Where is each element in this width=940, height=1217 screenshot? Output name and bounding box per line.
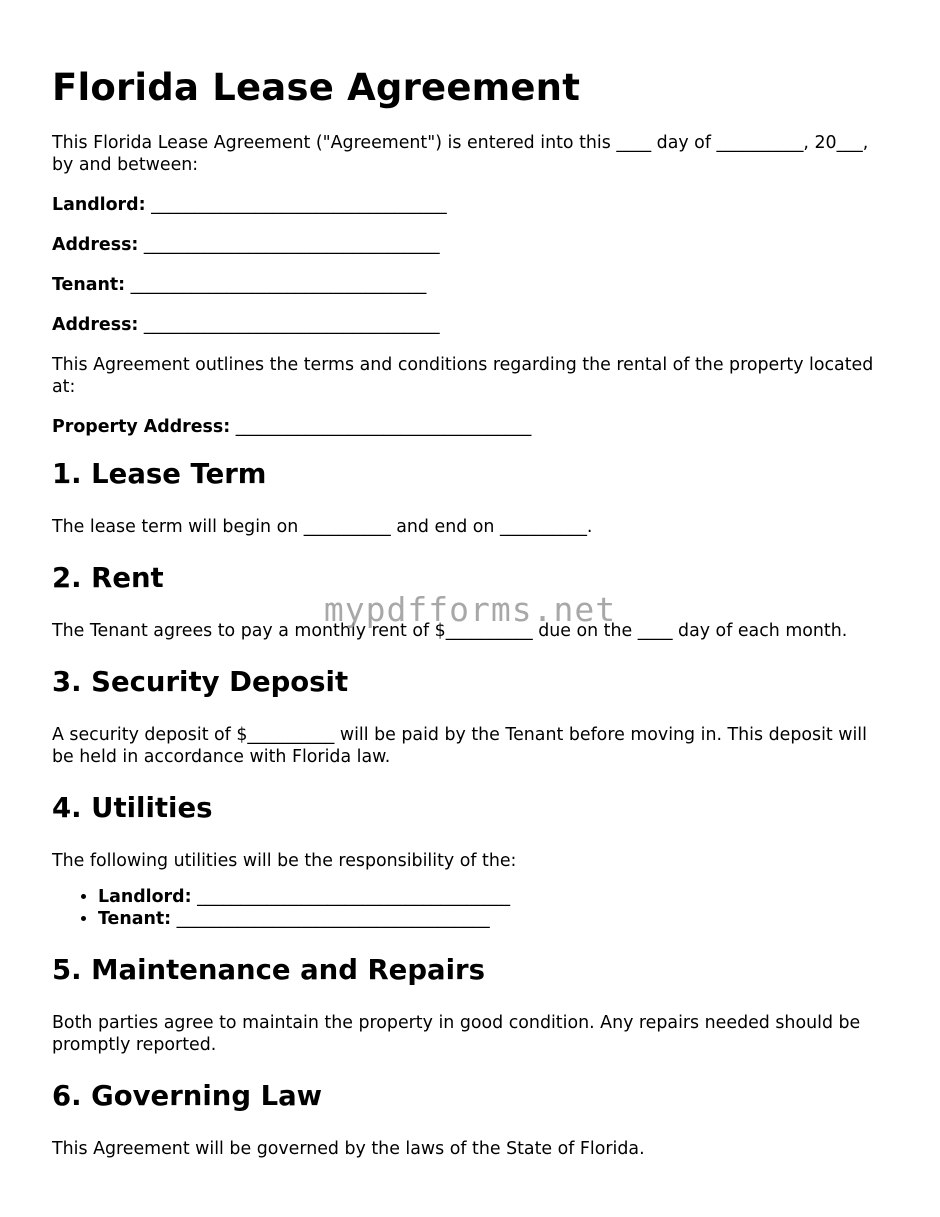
landlord-address-label: Address: bbox=[52, 235, 139, 255]
security-deposit-text: A security deposit of $__________ will be paid by the Tenant before moving in. This deposit will be held in accordance with Florida law. bbox=[52, 725, 867, 767]
section-heading-rent: 2. Rent bbox=[52, 562, 164, 594]
tenant-field bbox=[52, 274, 892, 296]
utilities-list bbox=[52, 886, 892, 930]
landlord-address-blank: __________________________________ bbox=[143, 235, 440, 255]
section-heading-lease-term: 1. Lease Term bbox=[52, 458, 267, 490]
governing-law-text: This Agreement will be governed by the laws of the State of Florida. bbox=[52, 1139, 645, 1159]
utilities-landlord-label: Landlord: bbox=[98, 887, 192, 907]
landlord-blank: __________________________________ bbox=[151, 195, 447, 215]
utilities-text: The following utilities will be the responsibility of the: bbox=[52, 851, 517, 871]
list-item bbox=[98, 908, 892, 930]
tenant-address-blank: __________________________________ bbox=[143, 315, 440, 335]
rent-text: The Tenant agrees to pay a monthly rent of $__________ due on the ____ day of each month. bbox=[52, 621, 848, 641]
property-address-blank: __________________________________ bbox=[235, 417, 532, 437]
maintenance-text: Both parties agree to maintain the property in good condition. Any repairs needed should be promptly reported. bbox=[52, 1013, 861, 1055]
tenant-address-label: Address: bbox=[52, 315, 139, 335]
lease-term-text: The lease term will begin on __________ and end on __________. bbox=[52, 517, 593, 537]
section-heading-security-deposit: 3. Security Deposit bbox=[52, 666, 349, 698]
section-heading-governing-law: 6. Governing Law bbox=[52, 1080, 323, 1112]
utilities-landlord-blank: ____________________________________ bbox=[197, 887, 511, 907]
landlord-label: Landlord: bbox=[52, 195, 146, 215]
document-page bbox=[52, 62, 892, 1178]
tenant-label: Tenant: bbox=[52, 275, 126, 295]
property-address-label: Property Address: bbox=[52, 417, 231, 437]
list-item bbox=[98, 886, 892, 908]
document-title: Florida Lease Agreement bbox=[52, 66, 581, 109]
tenant-blank: __________________________________ bbox=[130, 275, 427, 295]
landlord-address-field bbox=[52, 234, 892, 256]
watermark: mypdfforms.net bbox=[323, 590, 617, 629]
utilities-tenant-blank: ____________________________________ bbox=[176, 909, 490, 929]
section-heading-maintenance: 5. Maintenance and Repairs bbox=[52, 954, 485, 986]
property-address-field bbox=[52, 416, 892, 438]
tenant-address-field bbox=[52, 314, 892, 336]
outline-paragraph: This Agreement outlines the terms and conditions regarding the rental of the property located at: bbox=[52, 355, 874, 397]
intro-paragraph: This Florida Lease Agreement ("Agreement") is entered into this ____ day of __________, 20___, by and between: bbox=[52, 133, 869, 175]
landlord-field bbox=[52, 194, 892, 216]
section-heading-utilities: 4. Utilities bbox=[52, 792, 213, 824]
utilities-tenant-label: Tenant: bbox=[98, 909, 172, 929]
